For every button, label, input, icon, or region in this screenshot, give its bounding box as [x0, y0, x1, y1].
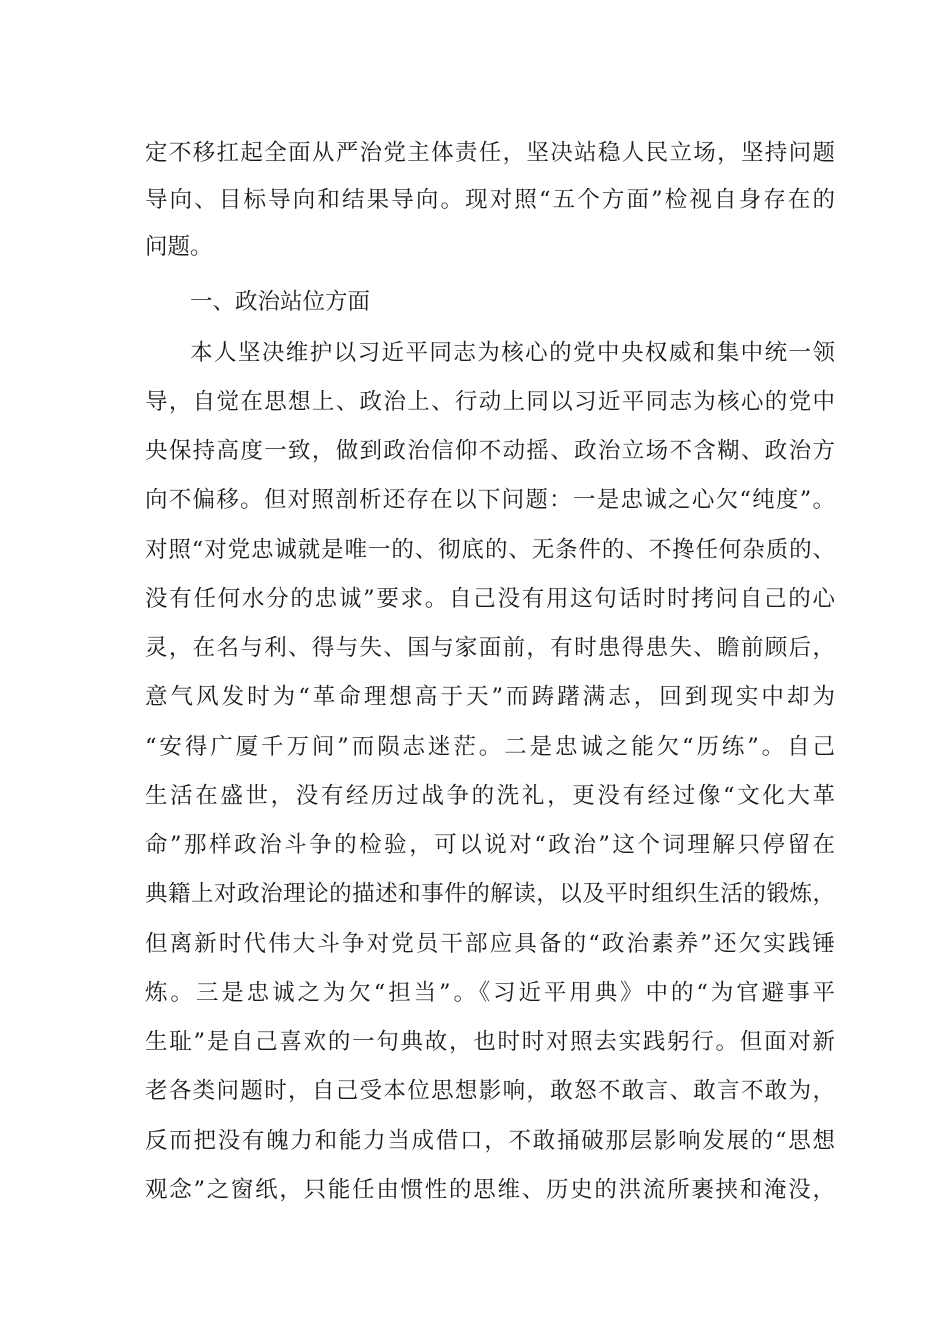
- body-line-5: 对照“对党忠诚就是唯一的、彻底的、无条件的、不搀任何杂质的、: [145, 537, 835, 563]
- body-line-9: “安得广厦千万间”而陨志迷茫。二是忠诚之能欠“历练”。自己: [145, 734, 835, 760]
- body-line-12: 典籍上对政治理论的描述和事件的解读，以及平时组织生活的锻炼，: [145, 881, 835, 907]
- body-line-4: 向不偏移。但对照剖析还存在以下问题：一是忠诚之心欠“纯度”。: [145, 487, 835, 513]
- body-line-6: 没有任何水分的忠诚”要求。自己没有用这句话时时拷问自己的心: [145, 586, 835, 612]
- body-line-2: 导，自觉在思想上、政治上、行动上同以习近平同志为核心的党中: [145, 389, 835, 415]
- body-line-1: 本人坚决维护以习近平同志为核心的党中央权威和集中统一领: [190, 340, 835, 366]
- body-line-14: 炼。三是忠诚之为欠“担当”。《习近平用典》中的“为官避事平: [145, 980, 835, 1006]
- body-line-16: 老各类问题时，自己受本位思想影响，敢怒不敢言、敢言不敢为，: [145, 1078, 835, 1104]
- body-line-18: 观念”之窗纸，只能任由惯性的思维、历史的洪流所裹挟和淹没，: [145, 1177, 835, 1203]
- section-heading: 一、政治站位方面: [190, 289, 371, 315]
- body-line-11: 命”那样政治斗争的检验，可以说对“政治”这个词理解只停留在: [145, 832, 835, 858]
- body-line-17: 反而把没有魄力和能力当成借口，不敢捅破那层影响发展的“思想: [145, 1128, 835, 1154]
- body-line-8: 意气风发时为“革命理想高于天”而踌躇满志，回到现实中却为: [145, 684, 835, 710]
- body-line-15: 生耻”是自己喜欢的一句典故，也时时对照去实践躬行。但面对新: [145, 1029, 835, 1055]
- body-line-7: 灵，在名与利、得与失、国与家面前，有时患得患失、瞻前顾后，: [145, 635, 835, 661]
- intro-line-3: 问题。: [145, 234, 213, 260]
- body-line-13: 但离新时代伟大斗争对党员干部应具备的“政治素养”还欠实践锤: [145, 931, 835, 957]
- body-line-10: 生活在盛世，没有经历过战争的洗礼，更没有经过像“文化大革: [145, 783, 835, 809]
- intro-line-1: 定不移扛起全面从严治党主体责任，坚决站稳人民立场，坚持问题: [145, 140, 835, 166]
- body-line-3: 央保持高度一致，做到政治信仰不动摇、政治立场不含糊、政治方: [145, 438, 835, 464]
- intro-line-2: 导向、目标导向和结果导向。现对照“五个方面”检视自身存在的: [145, 187, 835, 213]
